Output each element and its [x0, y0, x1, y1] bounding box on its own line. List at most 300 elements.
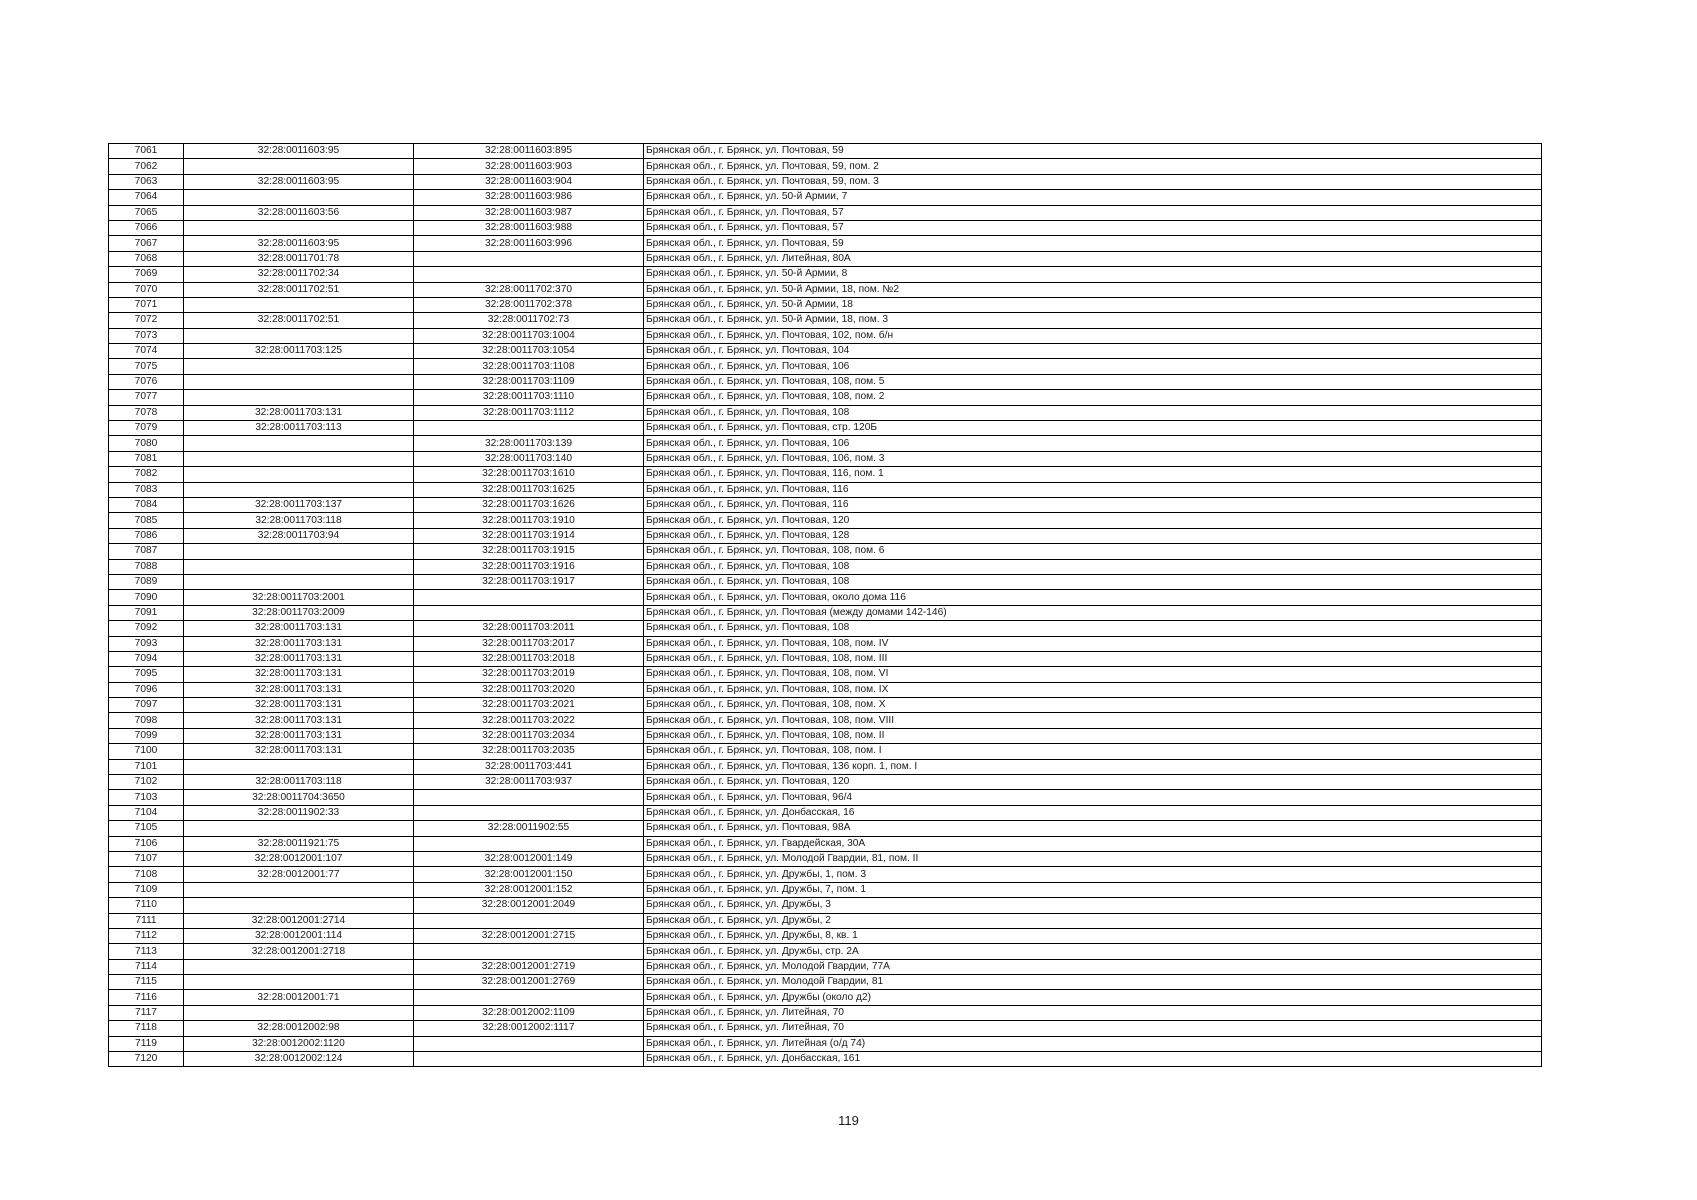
address-cell: Брянская обл., г. Брянск, ул. Почтовая, 108, пом. II	[644, 728, 1542, 743]
object-cadastral-number-cell	[414, 836, 644, 851]
row-number-cell: 7102	[109, 775, 184, 790]
object-cadastral-number-cell: 32:28:0011703:1054	[414, 344, 644, 359]
table-row	[109, 1052, 1542, 1067]
row-number-cell: 7110	[109, 898, 184, 913]
row-number-cell: 7120	[109, 1052, 184, 1067]
object-cadastral-number-cell: 32:28:0011703:441	[414, 759, 644, 774]
table-row	[109, 851, 1542, 866]
object-cadastral-number-cell: 32:28:0011603:895	[414, 144, 644, 159]
row-number-cell: 7068	[109, 251, 184, 266]
address-cell: Брянская обл., г. Брянск, ул. Почтовая, 108, пом. 6	[644, 544, 1542, 559]
table-row	[109, 220, 1542, 235]
row-number-cell: 7103	[109, 790, 184, 805]
address-cell: Брянская обл., г. Брянск, ул. Почтовая, 120	[644, 775, 1542, 790]
address-cell: Брянская обл., г. Брянск, ул. Гвардейская, 30А	[644, 836, 1542, 851]
land-cadastral-number-cell	[184, 190, 414, 205]
row-number-cell: 7116	[109, 990, 184, 1005]
table-row	[109, 190, 1542, 205]
land-cadastral-number-cell: 32:28:0011703:131	[184, 744, 414, 759]
land-cadastral-number-cell	[184, 574, 414, 589]
table-row	[109, 436, 1542, 451]
land-cadastral-number-cell: 32:28:0011603:95	[184, 236, 414, 251]
object-cadastral-number-cell	[414, 590, 644, 605]
table-row	[109, 805, 1542, 820]
land-cadastral-number-cell	[184, 390, 414, 405]
land-cadastral-number-cell	[184, 436, 414, 451]
row-number-cell: 7075	[109, 359, 184, 374]
table-row	[109, 451, 1542, 466]
row-number-cell: 7080	[109, 436, 184, 451]
address-cell: Брянская обл., г. Брянск, ул. Почтовая, 104	[644, 344, 1542, 359]
row-number-cell: 7069	[109, 267, 184, 282]
land-cadastral-number-cell	[184, 544, 414, 559]
row-number-cell: 7085	[109, 513, 184, 528]
address-cell: Брянская обл., г. Брянск, ул. Почтовая, 106, пом. 3	[644, 451, 1542, 466]
row-number-cell: 7067	[109, 236, 184, 251]
object-cadastral-number-cell: 32:28:0011703:2017	[414, 636, 644, 651]
table-row	[109, 282, 1542, 297]
land-cadastral-number-cell	[184, 759, 414, 774]
land-cadastral-number-cell	[184, 220, 414, 235]
land-cadastral-number-cell: 32:28:0011703:118	[184, 775, 414, 790]
table-row	[109, 605, 1542, 620]
row-number-cell: 7077	[109, 390, 184, 405]
object-cadastral-number-cell: 32:28:0011703:2018	[414, 651, 644, 666]
address-cell: Брянская обл., г. Брянск, ул. Почтовая, 108, пом. III	[644, 651, 1542, 666]
address-cell: Брянская обл., г. Брянск, ул. Дружбы, 3	[644, 898, 1542, 913]
row-number-cell: 7108	[109, 867, 184, 882]
table-row	[109, 297, 1542, 312]
object-cadastral-number-cell: 32:28:0011603:904	[414, 174, 644, 189]
land-cadastral-number-cell	[184, 451, 414, 466]
land-cadastral-number-cell: 32:28:0011703:131	[184, 651, 414, 666]
object-cadastral-number-cell: 32:28:0011703:1004	[414, 328, 644, 343]
address-cell: Брянская обл., г. Брянск, ул. Донбасская, 16	[644, 805, 1542, 820]
row-number-cell: 7105	[109, 821, 184, 836]
land-cadastral-number-cell	[184, 482, 414, 497]
land-cadastral-number-cell: 32:28:0012001:114	[184, 928, 414, 943]
object-cadastral-number-cell: 32:28:0011703:937	[414, 775, 644, 790]
table-row	[109, 267, 1542, 282]
land-cadastral-number-cell: 32:28:0011703:113	[184, 421, 414, 436]
object-cadastral-number-cell: 32:28:0011703:1914	[414, 528, 644, 543]
land-cadastral-number-cell: 32:28:0012001:77	[184, 867, 414, 882]
table-row	[109, 205, 1542, 220]
address-cell: Брянская обл., г. Брянск, ул. Почтовая, 108, пом. 5	[644, 374, 1542, 389]
row-number-cell: 7084	[109, 497, 184, 512]
table-row	[109, 698, 1542, 713]
address-cell: Брянская обл., г. Брянск, ул. Почтовая (между домами 142-146)	[644, 605, 1542, 620]
land-cadastral-number-cell: 32:28:0011702:51	[184, 313, 414, 328]
row-number-cell: 7063	[109, 174, 184, 189]
object-cadastral-number-cell: 32:28:0011703:1109	[414, 374, 644, 389]
land-cadastral-number-cell: 32:28:0011702:34	[184, 267, 414, 282]
address-cell: Брянская обл., г. Брянск, ул. Почтовая, 116	[644, 497, 1542, 512]
row-number-cell: 7064	[109, 190, 184, 205]
object-cadastral-number-cell: 32:28:0011603:988	[414, 220, 644, 235]
row-number-cell: 7066	[109, 220, 184, 235]
address-cell: Брянская обл., г. Брянск, ул. Почтовая, 108	[644, 574, 1542, 589]
object-cadastral-number-cell: 32:28:0011703:2020	[414, 682, 644, 697]
address-cell: Брянская обл., г. Брянск, ул. 50-й Армии, 7	[644, 190, 1542, 205]
table-row	[109, 944, 1542, 959]
table-row	[109, 513, 1542, 528]
table-row	[109, 667, 1542, 682]
object-cadastral-number-cell: 32:28:0011603:987	[414, 205, 644, 220]
row-number-cell: 7096	[109, 682, 184, 697]
table-row	[109, 959, 1542, 974]
address-cell: Брянская обл., г. Брянск, ул. Почтовая, 108, пом. I	[644, 744, 1542, 759]
row-number-cell: 7093	[109, 636, 184, 651]
row-number-cell: 7083	[109, 482, 184, 497]
table-row	[109, 1005, 1542, 1020]
object-cadastral-number-cell: 32:28:0011603:903	[414, 159, 644, 174]
object-cadastral-number-cell: 32:28:0012001:2049	[414, 898, 644, 913]
table-row	[109, 836, 1542, 851]
table-row	[109, 1036, 1542, 1051]
land-cadastral-number-cell: 32:28:0011902:33	[184, 805, 414, 820]
land-cadastral-number-cell	[184, 467, 414, 482]
land-cadastral-number-cell: 32:28:0011703:131	[184, 682, 414, 697]
address-cell: Брянская обл., г. Брянск, ул. Почтовая, 108, пом. VI	[644, 667, 1542, 682]
table-row	[109, 313, 1542, 328]
land-cadastral-number-cell: 32:28:0011603:95	[184, 174, 414, 189]
address-cell: Брянская обл., г. Брянск, ул. Почтовая, 108, пом. IV	[644, 636, 1542, 651]
row-number-cell: 7118	[109, 1021, 184, 1036]
object-cadastral-number-cell	[414, 790, 644, 805]
address-cell: Брянская обл., г. Брянск, ул. Молодой Гвардии, 81, пом. II	[644, 851, 1542, 866]
table-row	[109, 728, 1542, 743]
land-cadastral-number-cell	[184, 374, 414, 389]
object-cadastral-number-cell: 32:28:0012001:149	[414, 851, 644, 866]
table-row	[109, 344, 1542, 359]
table-row	[109, 559, 1542, 574]
table-row	[109, 421, 1542, 436]
land-cadastral-number-cell: 32:28:0011603:95	[184, 144, 414, 159]
row-number-cell: 7086	[109, 528, 184, 543]
object-cadastral-number-cell: 32:28:0011702:378	[414, 297, 644, 312]
row-number-cell: 7107	[109, 851, 184, 866]
land-cadastral-number-cell: 32:28:0012002:124	[184, 1052, 414, 1067]
table-row	[109, 913, 1542, 928]
address-cell: Брянская обл., г. Брянск, ул. Почтовая, 57	[644, 205, 1542, 220]
object-cadastral-number-cell: 32:28:0011703:2011	[414, 621, 644, 636]
object-cadastral-number-cell: 32:28:0011603:986	[414, 190, 644, 205]
address-cell: Брянская обл., г. Брянск, ул. Молодой Гвардии, 77А	[644, 959, 1542, 974]
address-cell: Брянская обл., г. Брянск, ул. 50-й Армии, 18, пом. №2	[644, 282, 1542, 297]
address-cell: Брянская обл., г. Брянск, ул. Почтовая, 96/4	[644, 790, 1542, 805]
row-number-cell: 7101	[109, 759, 184, 774]
row-number-cell: 7090	[109, 590, 184, 605]
row-number-cell: 7094	[109, 651, 184, 666]
row-number-cell: 7072	[109, 313, 184, 328]
table-row	[109, 651, 1542, 666]
table-row	[109, 636, 1542, 651]
land-cadastral-number-cell: 32:28:0011703:137	[184, 497, 414, 512]
address-cell: Брянская обл., г. Брянск, ул. Почтовая, 57	[644, 220, 1542, 235]
land-cadastral-number-cell: 32:28:0011701:78	[184, 251, 414, 266]
address-cell: Брянская обл., г. Брянск, ул. 50-й Армии, 18	[644, 297, 1542, 312]
land-cadastral-number-cell	[184, 328, 414, 343]
address-cell: Брянская обл., г. Брянск, ул. Почтовая, 59, пом. 2	[644, 159, 1542, 174]
address-cell: Брянская обл., г. Брянск, ул. Дружбы, 1, пом. 3	[644, 867, 1542, 882]
object-cadastral-number-cell	[414, 421, 644, 436]
address-cell: Брянская обл., г. Брянск, ул. Почтовая, 108	[644, 621, 1542, 636]
address-cell: Брянская обл., г. Брянск, ул. Дружбы (около д2)	[644, 990, 1542, 1005]
address-cell: Брянская обл., г. Брянск, ул. Литейная, 70	[644, 1021, 1542, 1036]
row-number-cell: 7089	[109, 574, 184, 589]
object-cadastral-number-cell: 32:28:0011703:2034	[414, 728, 644, 743]
land-cadastral-number-cell: 32:28:0012001:71	[184, 990, 414, 1005]
row-number-cell: 7082	[109, 467, 184, 482]
object-cadastral-number-cell: 32:28:0011702:370	[414, 282, 644, 297]
address-cell: Брянская обл., г. Брянск, ул. Почтовая, 108, пом. X	[644, 698, 1542, 713]
row-number-cell: 7073	[109, 328, 184, 343]
row-number-cell: 7098	[109, 713, 184, 728]
row-number-cell: 7071	[109, 297, 184, 312]
land-cadastral-number-cell	[184, 882, 414, 897]
row-number-cell: 7117	[109, 1005, 184, 1020]
land-cadastral-number-cell: 32:28:0012001:2718	[184, 944, 414, 959]
table-row	[109, 482, 1542, 497]
address-cell: Брянская обл., г. Брянск, ул. Дружбы, стр. 2А	[644, 944, 1542, 959]
object-cadastral-number-cell: 32:28:0012002:1109	[414, 1005, 644, 1020]
table-row	[109, 359, 1542, 374]
address-cell: Брянская обл., г. Брянск, ул. Дружбы, 2	[644, 913, 1542, 928]
address-cell: Брянская обл., г. Брянск, ул. Почтовая, 108	[644, 559, 1542, 574]
object-cadastral-number-cell: 32:28:0011703:140	[414, 451, 644, 466]
row-number-cell: 7095	[109, 667, 184, 682]
address-cell: Брянская обл., г. Брянск, ул. Молодой Гвардии, 81	[644, 975, 1542, 990]
table-row	[109, 759, 1542, 774]
row-number-cell: 7087	[109, 544, 184, 559]
object-cadastral-number-cell	[414, 990, 644, 1005]
object-cadastral-number-cell: 32:28:0011703:1112	[414, 405, 644, 420]
object-cadastral-number-cell: 32:28:0011703:1610	[414, 467, 644, 482]
row-number-cell: 7070	[109, 282, 184, 297]
table-row	[109, 374, 1542, 389]
object-cadastral-number-cell: 32:28:0011703:1626	[414, 497, 644, 512]
table-row	[109, 928, 1542, 943]
object-cadastral-number-cell: 32:28:0011703:2035	[414, 744, 644, 759]
row-number-cell: 7100	[109, 744, 184, 759]
land-cadastral-number-cell	[184, 1005, 414, 1020]
table-row	[109, 405, 1542, 420]
land-cadastral-number-cell: 32:28:0011921:75	[184, 836, 414, 851]
registry-table-body	[109, 144, 1542, 1067]
land-cadastral-number-cell: 32:28:0011703:118	[184, 513, 414, 528]
table-row	[109, 898, 1542, 913]
row-number-cell: 7111	[109, 913, 184, 928]
table-row	[109, 390, 1542, 405]
land-cadastral-number-cell: 32:28:0011703:131	[184, 667, 414, 682]
object-cadastral-number-cell: 32:28:0011703:1917	[414, 574, 644, 589]
address-cell: Брянская обл., г. Брянск, ул. Почтовая, 59	[644, 144, 1542, 159]
land-cadastral-number-cell: 32:28:0011703:131	[184, 621, 414, 636]
land-cadastral-number-cell: 32:28:0011703:131	[184, 728, 414, 743]
address-cell: Брянская обл., г. Брянск, ул. Почтовая, 108	[644, 405, 1542, 420]
address-cell: Брянская обл., г. Брянск, ул. Почтовая, 106	[644, 436, 1542, 451]
address-cell: Брянская обл., г. Брянск, ул. Литейная, 80А	[644, 251, 1542, 266]
address-cell: Брянская обл., г. Брянск, ул. Почтовая, 136 корп. 1, пом. I	[644, 759, 1542, 774]
table-row	[109, 236, 1542, 251]
object-cadastral-number-cell: 32:28:0011703:1915	[414, 544, 644, 559]
row-number-cell: 7079	[109, 421, 184, 436]
row-number-cell: 7065	[109, 205, 184, 220]
land-cadastral-number-cell: 32:28:0011703:131	[184, 713, 414, 728]
address-cell: Брянская обл., г. Брянск, ул. Почтовая, 108, пом. VIII	[644, 713, 1542, 728]
table-row	[109, 174, 1542, 189]
row-number-cell: 7115	[109, 975, 184, 990]
address-cell: Брянская обл., г. Брянск, ул. Почтовая, 108, пом. 2	[644, 390, 1542, 405]
page-number: 119	[838, 1113, 859, 1128]
table-row	[109, 544, 1542, 559]
table-row	[109, 682, 1542, 697]
table-row	[109, 328, 1542, 343]
land-cadastral-number-cell: 32:28:0011703:131	[184, 698, 414, 713]
object-cadastral-number-cell: 32:28:0011703:1910	[414, 513, 644, 528]
row-number-cell: 7097	[109, 698, 184, 713]
object-cadastral-number-cell: 32:28:0011603:996	[414, 236, 644, 251]
address-cell: Брянская обл., г. Брянск, ул. Почтовая, 59	[644, 236, 1542, 251]
table-row	[109, 144, 1542, 159]
table-row	[109, 467, 1542, 482]
object-cadastral-number-cell	[414, 1036, 644, 1051]
land-cadastral-number-cell	[184, 959, 414, 974]
land-cadastral-number-cell: 32:28:0011703:125	[184, 344, 414, 359]
table-row	[109, 251, 1542, 266]
land-cadastral-number-cell: 32:28:0012001:107	[184, 851, 414, 866]
object-cadastral-number-cell: 32:28:0012002:1117	[414, 1021, 644, 1036]
object-cadastral-number-cell	[414, 805, 644, 820]
object-cadastral-number-cell: 32:28:0011703:1110	[414, 390, 644, 405]
object-cadastral-number-cell: 32:28:0011703:139	[414, 436, 644, 451]
row-number-cell: 7081	[109, 451, 184, 466]
address-cell: Брянская обл., г. Брянск, ул. Почтовая, 98А	[644, 821, 1542, 836]
object-cadastral-number-cell: 32:28:0012001:2715	[414, 928, 644, 943]
address-cell: Брянская обл., г. Брянск, ул. Почтовая, 106	[644, 359, 1542, 374]
object-cadastral-number-cell: 32:28:0011703:2019	[414, 667, 644, 682]
row-number-cell: 7114	[109, 959, 184, 974]
row-number-cell: 7092	[109, 621, 184, 636]
object-cadastral-number-cell	[414, 267, 644, 282]
row-number-cell: 7109	[109, 882, 184, 897]
object-cadastral-number-cell: 32:28:0011703:1916	[414, 559, 644, 574]
land-cadastral-number-cell	[184, 975, 414, 990]
address-cell: Брянская обл., г. Брянск, ул. Почтовая, 128	[644, 528, 1542, 543]
table-row	[109, 621, 1542, 636]
object-cadastral-number-cell: 32:28:0011902:55	[414, 821, 644, 836]
address-cell: Брянская обл., г. Брянск, ул. Почтовая, 120	[644, 513, 1542, 528]
land-cadastral-number-cell	[184, 559, 414, 574]
land-cadastral-number-cell: 32:28:0011702:51	[184, 282, 414, 297]
table-row	[109, 574, 1542, 589]
object-cadastral-number-cell: 32:28:0011703:1108	[414, 359, 644, 374]
object-cadastral-number-cell	[414, 251, 644, 266]
row-number-cell: 7112	[109, 928, 184, 943]
land-cadastral-number-cell: 32:28:0011703:2001	[184, 590, 414, 605]
object-cadastral-number-cell: 32:28:0012001:2719	[414, 959, 644, 974]
address-cell: Брянская обл., г. Брянск, ул. Литейная, 70	[644, 1005, 1542, 1020]
table-row	[109, 744, 1542, 759]
land-cadastral-number-cell	[184, 159, 414, 174]
land-cadastral-number-cell: 32:28:0011603:56	[184, 205, 414, 220]
land-cadastral-number-cell: 32:28:0011703:131	[184, 636, 414, 651]
land-cadastral-number-cell	[184, 898, 414, 913]
row-number-cell: 7078	[109, 405, 184, 420]
address-cell: Брянская обл., г. Брянск, ул. Дружбы, 7, пом. 1	[644, 882, 1542, 897]
table-row	[109, 975, 1542, 990]
address-cell: Брянская обл., г. Брянск, ул. Почтовая, 59, пом. 3	[644, 174, 1542, 189]
row-number-cell: 7099	[109, 728, 184, 743]
land-cadastral-number-cell	[184, 359, 414, 374]
row-number-cell: 7061	[109, 144, 184, 159]
table-row	[109, 821, 1542, 836]
row-number-cell: 7119	[109, 1036, 184, 1051]
object-cadastral-number-cell	[414, 913, 644, 928]
table-row	[109, 713, 1542, 728]
registry-table	[108, 143, 1542, 1067]
table-row	[109, 528, 1542, 543]
address-cell: Брянская обл., г. Брянск, ул. 50-й Армии, 18, пом. 3	[644, 313, 1542, 328]
row-number-cell: 7106	[109, 836, 184, 851]
table-row	[109, 590, 1542, 605]
land-cadastral-number-cell: 32:28:0012002:1120	[184, 1036, 414, 1051]
row-number-cell: 7088	[109, 559, 184, 574]
row-number-cell: 7062	[109, 159, 184, 174]
table-row	[109, 159, 1542, 174]
address-cell: Брянская обл., г. Брянск, ул. Почтовая, 116, пом. 1	[644, 467, 1542, 482]
object-cadastral-number-cell: 32:28:0012001:152	[414, 882, 644, 897]
table-row	[109, 790, 1542, 805]
address-cell: Брянская обл., г. Брянск, ул. 50-й Армии, 8	[644, 267, 1542, 282]
address-cell: Брянская обл., г. Брянск, ул. Литейная (о/д 74)	[644, 1036, 1542, 1051]
object-cadastral-number-cell	[414, 944, 644, 959]
table-row	[109, 867, 1542, 882]
row-number-cell: 7091	[109, 605, 184, 620]
object-cadastral-number-cell: 32:28:0012001:150	[414, 867, 644, 882]
address-cell: Брянская обл., г. Брянск, ул. Почтовая, 116	[644, 482, 1542, 497]
row-number-cell: 7113	[109, 944, 184, 959]
table-row	[109, 497, 1542, 512]
land-cadastral-number-cell	[184, 297, 414, 312]
table-row	[109, 882, 1542, 897]
address-cell: Брянская обл., г. Брянск, ул. Почтовая, около дома 116	[644, 590, 1542, 605]
address-cell: Брянская обл., г. Брянск, ул. Донбасская, 161	[644, 1052, 1542, 1067]
object-cadastral-number-cell: 32:28:0011703:2022	[414, 713, 644, 728]
land-cadastral-number-cell: 32:28:0011703:94	[184, 528, 414, 543]
object-cadastral-number-cell: 32:28:0011702:73	[414, 313, 644, 328]
row-number-cell: 7104	[109, 805, 184, 820]
table-row	[109, 775, 1542, 790]
address-cell: Брянская обл., г. Брянск, ул. Дружбы, 8, кв. 1	[644, 928, 1542, 943]
table-row	[109, 990, 1542, 1005]
object-cadastral-number-cell: 32:28:0011703:2021	[414, 698, 644, 713]
row-number-cell: 7076	[109, 374, 184, 389]
object-cadastral-number-cell	[414, 605, 644, 620]
land-cadastral-number-cell: 32:28:0012002:98	[184, 1021, 414, 1036]
land-cadastral-number-cell: 32:28:0011704:3650	[184, 790, 414, 805]
land-cadastral-number-cell: 32:28:0011703:131	[184, 405, 414, 420]
object-cadastral-number-cell: 32:28:0011703:1625	[414, 482, 644, 497]
address-cell: Брянская обл., г. Брянск, ул. Почтовая, 102, пом. б/н	[644, 328, 1542, 343]
address-cell: Брянская обл., г. Брянск, ул. Почтовая, 108, пом. IX	[644, 682, 1542, 697]
address-cell: Брянская обл., г. Брянск, ул. Почтовая, стр. 120Б	[644, 421, 1542, 436]
row-number-cell: 7074	[109, 344, 184, 359]
object-cadastral-number-cell: 32:28:0012001:2769	[414, 975, 644, 990]
land-cadastral-number-cell: 32:28:0012001:2714	[184, 913, 414, 928]
land-cadastral-number-cell	[184, 821, 414, 836]
